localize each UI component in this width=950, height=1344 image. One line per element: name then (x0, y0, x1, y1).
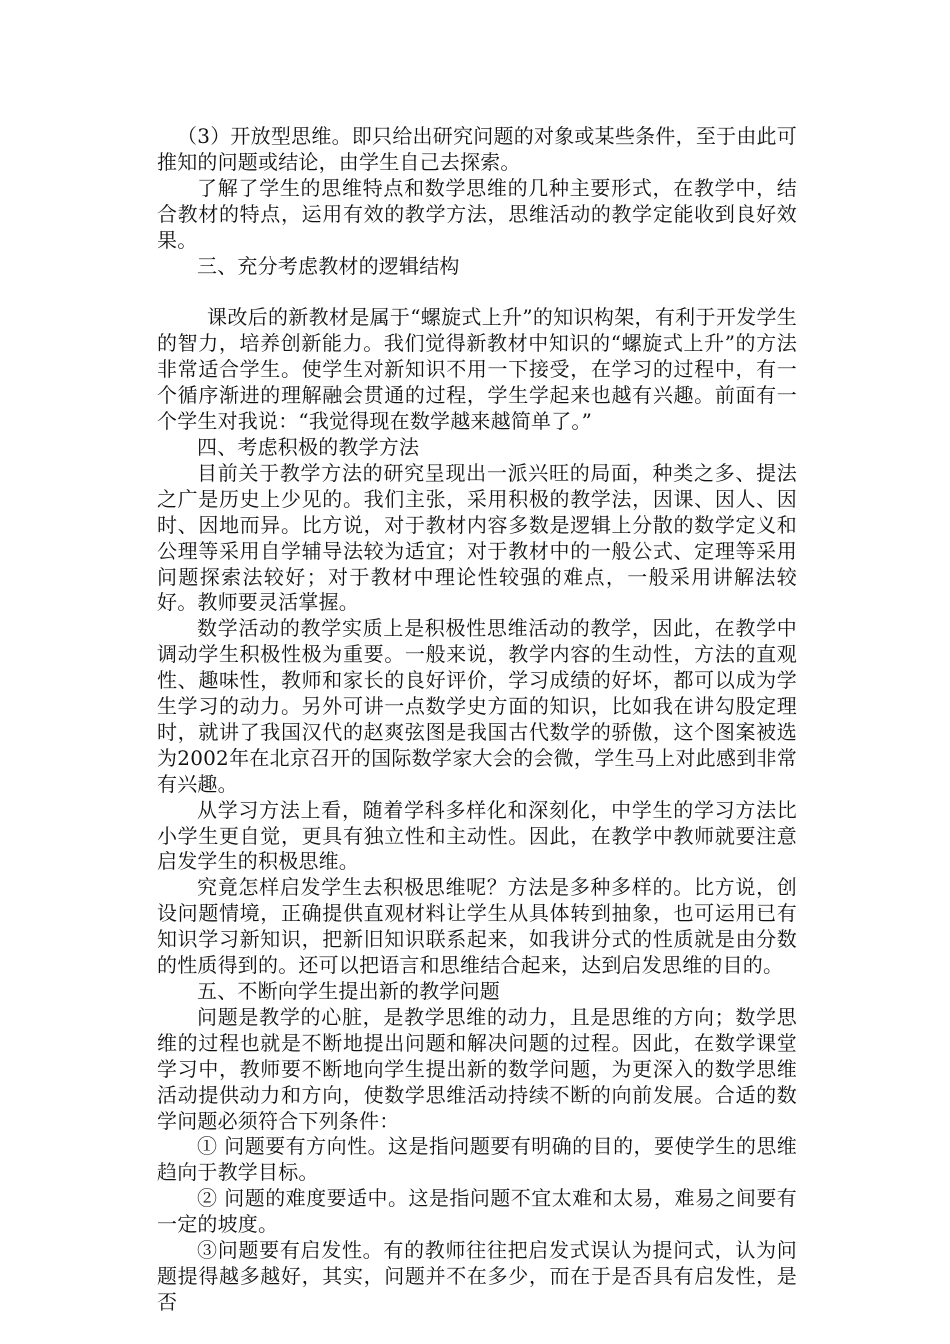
list-item-3: ③问题要有启发性。有的教师往往把启发式误认为提问式，认为问题提得越多越好，其实，问题并不在多少，而在于是否具有启发性，是否 (157, 1238, 797, 1314)
paragraph-inspire-thinking: 究竟怎样启发学生去积极思维呢？方法是多种多样的。比方说，创设问题情境，正确提供直观材料让学生从具体转到抽象，也可运用已有知识学习新知识，把新旧知识联系起来，如我讲分式的性质就是由分数的性质得到的。还可以把语言和思维结合起来，达到启发思维的目的。 (157, 875, 797, 978)
section-heading-4: 四、考虑积极的教学方法 (197, 434, 420, 459)
paragraph-new-textbook: 课改后的新教材是属于“螺旋式上升”的知识构架，有利于开发学生的智力，培养创新能力。我们觉得新教材中知识的“螺旋式上升”的方法非常适合学生。使学生对新知识不用一下接受，在学习的过程中，有一个循序渐进的理解融会贯通的过程，学生学起来也越有兴趣。前面有一个学生对我说：“我觉得现在数学越来越简单了。” (157, 305, 797, 434)
section-heading-3: 三、充分考虑教材的逻辑结构 (197, 253, 460, 278)
paragraph-teaching-methods: 目前关于教学方法的研究呈现出一派兴旺的局面，种类之多、提法之广是历史上少见的。我们主张，采用积极的教学法，因课、因人、因时、因地而异。比方说，对于教材内容多数是逻辑上分散的数学定义和公理等采用自学辅导法较为适宜；对于教材中的一般公式、定理等采用问题探索法较好；对于教材中理论性较强的难点，一般采用讲解法较好。教师要灵活掌握。 (157, 460, 797, 615)
paragraph-open-thinking: （3）开放型思维。即只给出研究问题的对象或某些条件，至于由此可推知的问题或结论，由学生自己去探索。 (157, 124, 797, 174)
paragraph-thinking-summary: 了解了学生的思维特点和数学思维的几种主要形式，在教学中，结合教材的特点，运用有效的教学方法，思维活动的教学定能收到良好效果。 (157, 175, 797, 252)
paragraph-learning-methods: 从学习方法上看，随着学科多样化和深刻化，中学生的学习方法比小学生更自觉，更具有独立性和主动性。因此，在教学中教师就要注意启发学生的积极思维。 (157, 797, 797, 874)
list-item-1: ① 问题要有方向性。这是指问题要有明确的目的，要使学生的思维趋向于教学目标。 (157, 1134, 797, 1185)
section-heading-5: 五、不断向学生提出新的教学问题 (197, 979, 500, 1003)
list-item-2: ② 问题的难度要适中。这是指问题不宜太难和太易，难易之间要有一定的坡度。 (157, 1186, 797, 1237)
paragraph-problems: 问题是教学的心脏，是教学思维的动力，且是思维的方向；数学思维的过程也就是不断地提出问题和解决问题的过程。因此，在数学课堂学习中，教师要不断地向学生提出新的数学问题，为更深入的数学思维活动提供动力和方向，使数学思维活动持续不断的向前发展。合适的数学问题必须符合下列条件： (157, 1004, 797, 1133)
document-page (157, 124, 797, 1316)
blank-line (157, 279, 797, 305)
paragraph-math-activity: 数学活动的教学实质上是积极性思维活动的教学，因此，在教学中调动学生积极性极为重要。一般来说，教学内容的生动性，方法的直观性、趣味性，教师和家长的良好评价，学习成绩的好坏，都可以成为学生学习的动力。另外可讲一点数学史方面的知识，比如我在讲勾股定理时，就讲了我国汉代的赵爽弦图是我国古代数学的骄傲，这个图案被选为2002年在北京召开的国际数学家大会的会微，学生马上对此感到非常有兴趣。 (157, 616, 797, 796)
